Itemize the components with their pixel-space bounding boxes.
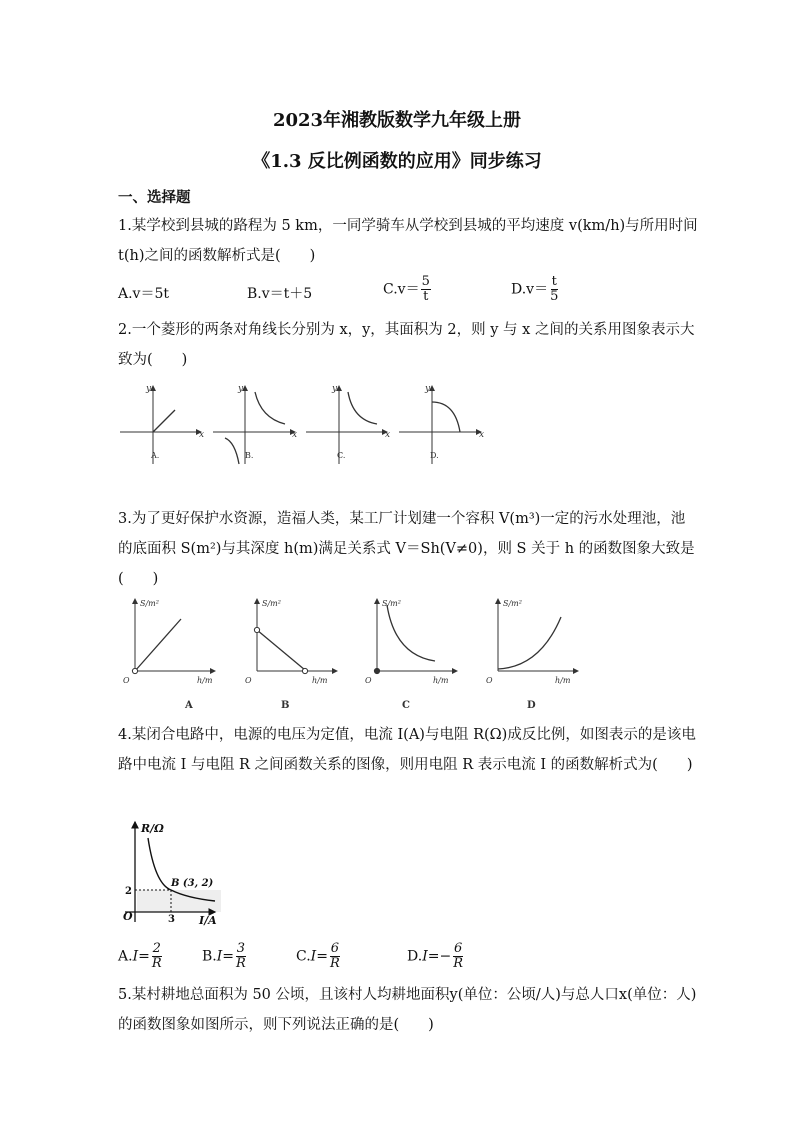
q4-y-label: R/Ω: [141, 822, 164, 835]
q4-graph: [115, 818, 230, 926]
q3-c-curve: [387, 605, 435, 661]
q3-c-y-label: S/m²: [382, 599, 401, 608]
q1-option-a: A.v＝5t: [118, 286, 170, 302]
q1-option-d: D.v＝ $\frac{t}{5}$: [511, 274, 559, 304]
q2-d-curve: [432, 402, 460, 432]
page-title: 2023年湘教版数学九年级上册: [272, 110, 522, 131]
q4-option-d: D.I=− $\frac{6}{R}$: [407, 941, 463, 971]
q2-label-c: C.: [337, 451, 346, 460]
q4-option-c: C.I= $\frac{6}{R}$: [296, 941, 340, 971]
q2-a-curve: [153, 410, 175, 432]
q2-d-x-label: x: [479, 430, 485, 440]
question-5-text: 5.某村耕地总面积为 50 公顷，且该村人均耕地面积y(单位：公顷/人)与总人口x(单位：人)的函数图象如图所示，则下列说法正确的是( ): [118, 987, 697, 1033]
q3-a-y-label: S/m²: [140, 599, 159, 608]
q2-d-y-label: y: [425, 384, 431, 394]
q2-c-x-label: x: [385, 430, 391, 440]
q3-d-x-label: h/m: [555, 676, 571, 685]
q3-a-origin: O: [123, 676, 130, 685]
q2-a-y-label: y: [146, 384, 152, 394]
q3-c-solid-point: [374, 668, 379, 673]
section-heading: 一、选择题: [118, 189, 191, 206]
q4-origin: O: [123, 910, 133, 923]
question-3-text: 3.为了更好保护水资源，造福人类，某工厂计划建一个容积 V(m³)一定的污水处理池，池的底面积 S(m²)与其深度 h(m)满足关系式 V＝Sh(V≠0)，则 S 关于 h 的函数图象大致是( ): [118, 511, 695, 587]
question-4-text: 4.某闭合电路中，电源的电压为定值，电流 I(A)与电阻 R(Ω)成反比例，如图表示的是该电路中电流 I 与电阻 R 之间函数关系的图像，则用电阻 R 表示电流 I 的函数解析式为( ): [118, 727, 696, 773]
q3-label-a: A: [185, 700, 193, 711]
q2-b-curve-2: [225, 438, 239, 464]
q4-tick-y: 2: [125, 886, 132, 897]
question-1-text: 1.某学校到县城的路程为 5 km，一同学骑车从学校到县城的平均速度 v(km/h)与所用时间 t(h)之间的函数解析式是( ): [118, 218, 698, 264]
q2-c-y-label: y: [332, 384, 338, 394]
q3-label-d: D: [527, 700, 536, 711]
q3-c-origin: O: [365, 676, 372, 685]
q2-b-curve-1: [255, 392, 285, 424]
q3-b-origin: O: [245, 676, 252, 685]
q3-b-line: [257, 630, 305, 670]
q1-option-c: C.v＝ $\frac{5}{t}$: [383, 274, 430, 304]
q3-b-open-point-1: [254, 627, 259, 632]
q3-b-open-point-2: [302, 668, 307, 673]
q3-a-open-point: [132, 668, 137, 673]
q2-b-x-label: x: [292, 430, 298, 440]
q2-a-x-label: x: [199, 430, 205, 440]
q4-point-label: B (3, 2): [171, 878, 214, 889]
q3-graphs: [115, 595, 580, 715]
q4-x-label: I/A: [199, 914, 217, 926]
q3-label-c: C: [402, 700, 410, 711]
q3-d-origin: O: [486, 676, 493, 685]
question-2-text: 2.一个菱形的两条对角线长分别为 x，y，其面积为 2，则 y 与 x 之间的关系用图象表示大致为( ): [118, 322, 695, 368]
q3-label-b: B: [281, 700, 290, 711]
q2-c-curve: [348, 392, 377, 424]
page-subtitle: 《1.3 反比例函数的应用》同步练习: [252, 151, 542, 172]
q3-a-line: [135, 619, 181, 671]
q3-d-y-label: S/m²: [503, 599, 522, 608]
q3-a-x-label: h/m: [197, 676, 213, 685]
q2-graphs: [115, 378, 495, 468]
q3-b-y-label: S/m²: [262, 599, 281, 608]
q2-label-b: B.: [245, 451, 254, 460]
q4-tick-x: 3: [168, 914, 175, 925]
q2-b-y-label: y: [238, 384, 244, 394]
q2-label-a: A.: [151, 451, 160, 460]
q2-label-d: D.: [430, 451, 439, 460]
q4-option-a: A.I= $\frac{2}{R}$: [118, 941, 162, 971]
q3-d-curve: [498, 617, 561, 669]
q3-c-x-label: h/m: [433, 676, 449, 685]
q1-option-b: B.v＝t＋5: [247, 286, 313, 302]
q3-b-x-label: h/m: [312, 676, 328, 685]
q4-option-b: B.I= $\frac{3}{R}$: [202, 941, 246, 971]
